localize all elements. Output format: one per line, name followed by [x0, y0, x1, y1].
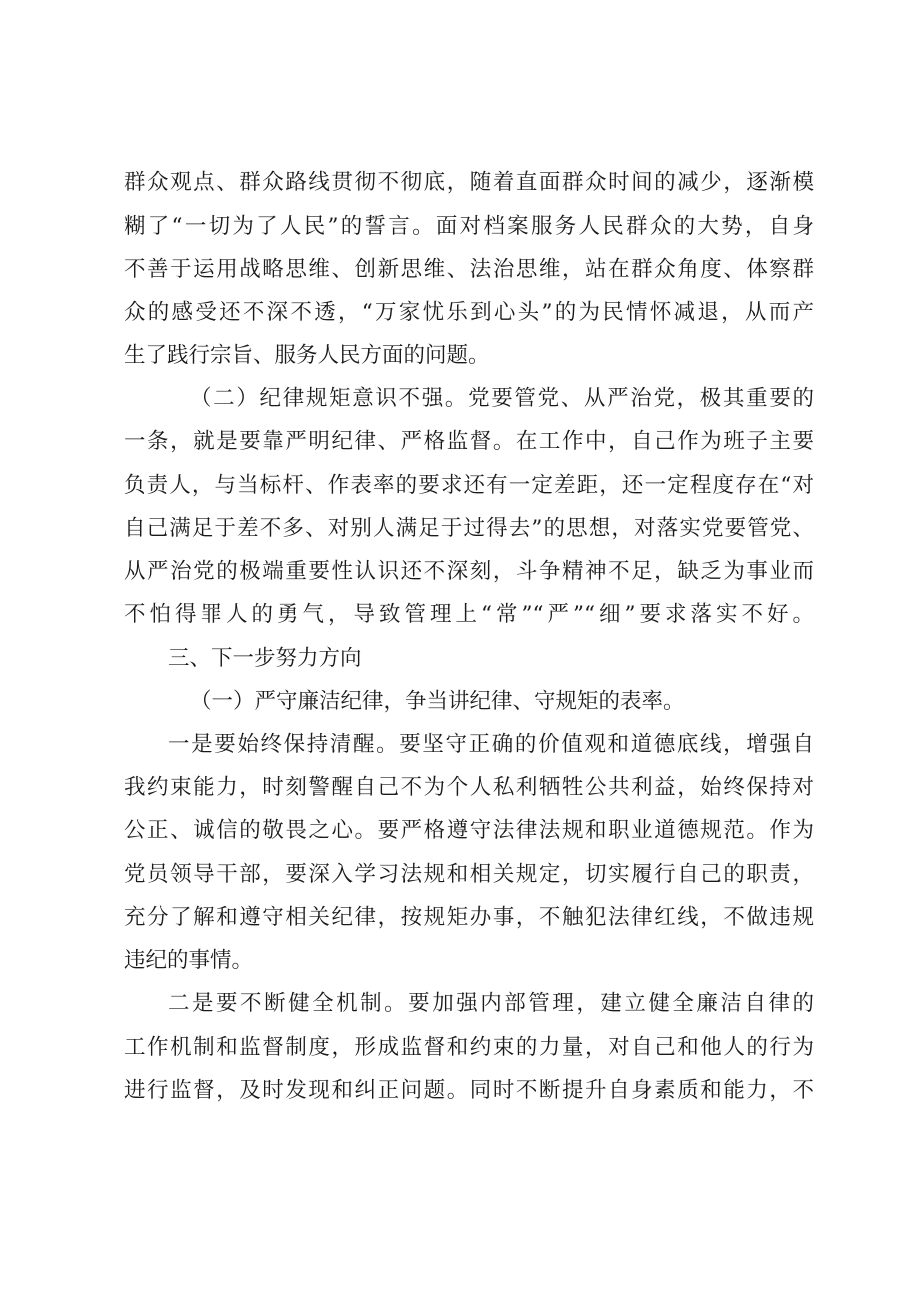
- text-line: 不怕得罪人的勇气，导致管理上“常”“严”“细”要求落实不好。: [124, 602, 814, 627]
- text-line: 一条，就是要靠严明纪律、严格监督。在工作中，自己作为班子主要: [124, 429, 814, 454]
- text-line: 党员领导干部，要深入学习法规和相关规定，切实履行自己的职责，: [124, 862, 814, 887]
- text-line: 从严治党的极端重要性认识还不深刻，斗争精神不足，缺乏为事业而: [124, 559, 814, 584]
- text-line: 不善于运用战略思维、创新思维、法治思维，站在群众角度、体察群: [124, 257, 814, 282]
- text-line: 生了践行宗旨、服务人民方面的问题。: [124, 343, 490, 368]
- text-line: 一是要始终保持清醒。要坚守正确的价值观和道德底线，增强自: [168, 732, 814, 757]
- subsection-heading: （一）严守廉洁纪律，争当讲纪律、守规矩的表率。: [190, 689, 685, 714]
- text-line: 我约束能力，时刻警醒自己不为个人私利牺牲公共利益，始终保持对: [124, 775, 814, 800]
- text-line: 群众观点、群众路线贯彻不彻底，随着直面群众时间的减少，逐渐模: [124, 170, 814, 195]
- text-line: 工作机制和监督制度，形成监督和约束的力量，对自己和他人的行为: [124, 1035, 814, 1060]
- section-heading-3: 三、下一步努力方向: [168, 646, 362, 671]
- section-heading-2: （二）纪律规矩意识不强。党要管党、从严治党，极其重要的: [190, 386, 814, 411]
- text-line: 公正、诚信的敬畏之心。要严格遵守法律法规和职业道德规范。作为: [124, 818, 814, 843]
- text-line: 负责人，与当标杆、作表率的要求还有一定差距，还一定程度存在“对: [124, 473, 814, 498]
- text-line: 众的感受还不深不透，“万家忧乐到心头”的为民情怀减退，从而产: [124, 300, 814, 325]
- text-line: 自己满足于差不多、对别人满足于过得去”的思想，对落实党要管党、: [124, 516, 814, 541]
- text-line: 违纪的事情。: [124, 948, 254, 973]
- text-line: 进行监督，及时发现和纠正问题。同时不断提升自身素质和能力，不: [124, 1078, 814, 1103]
- text-line: 充分了解和遵守相关纪律，按规矩办事，不触犯法律红线，不做违规: [124, 905, 814, 930]
- text-line: 二是要不断健全机制。要加强内部管理，建立健全廉洁自律的: [168, 991, 814, 1016]
- text-line: 糊了“一切为了人民”的誓言。面对档案服务人民群众的大势，自身: [124, 214, 814, 239]
